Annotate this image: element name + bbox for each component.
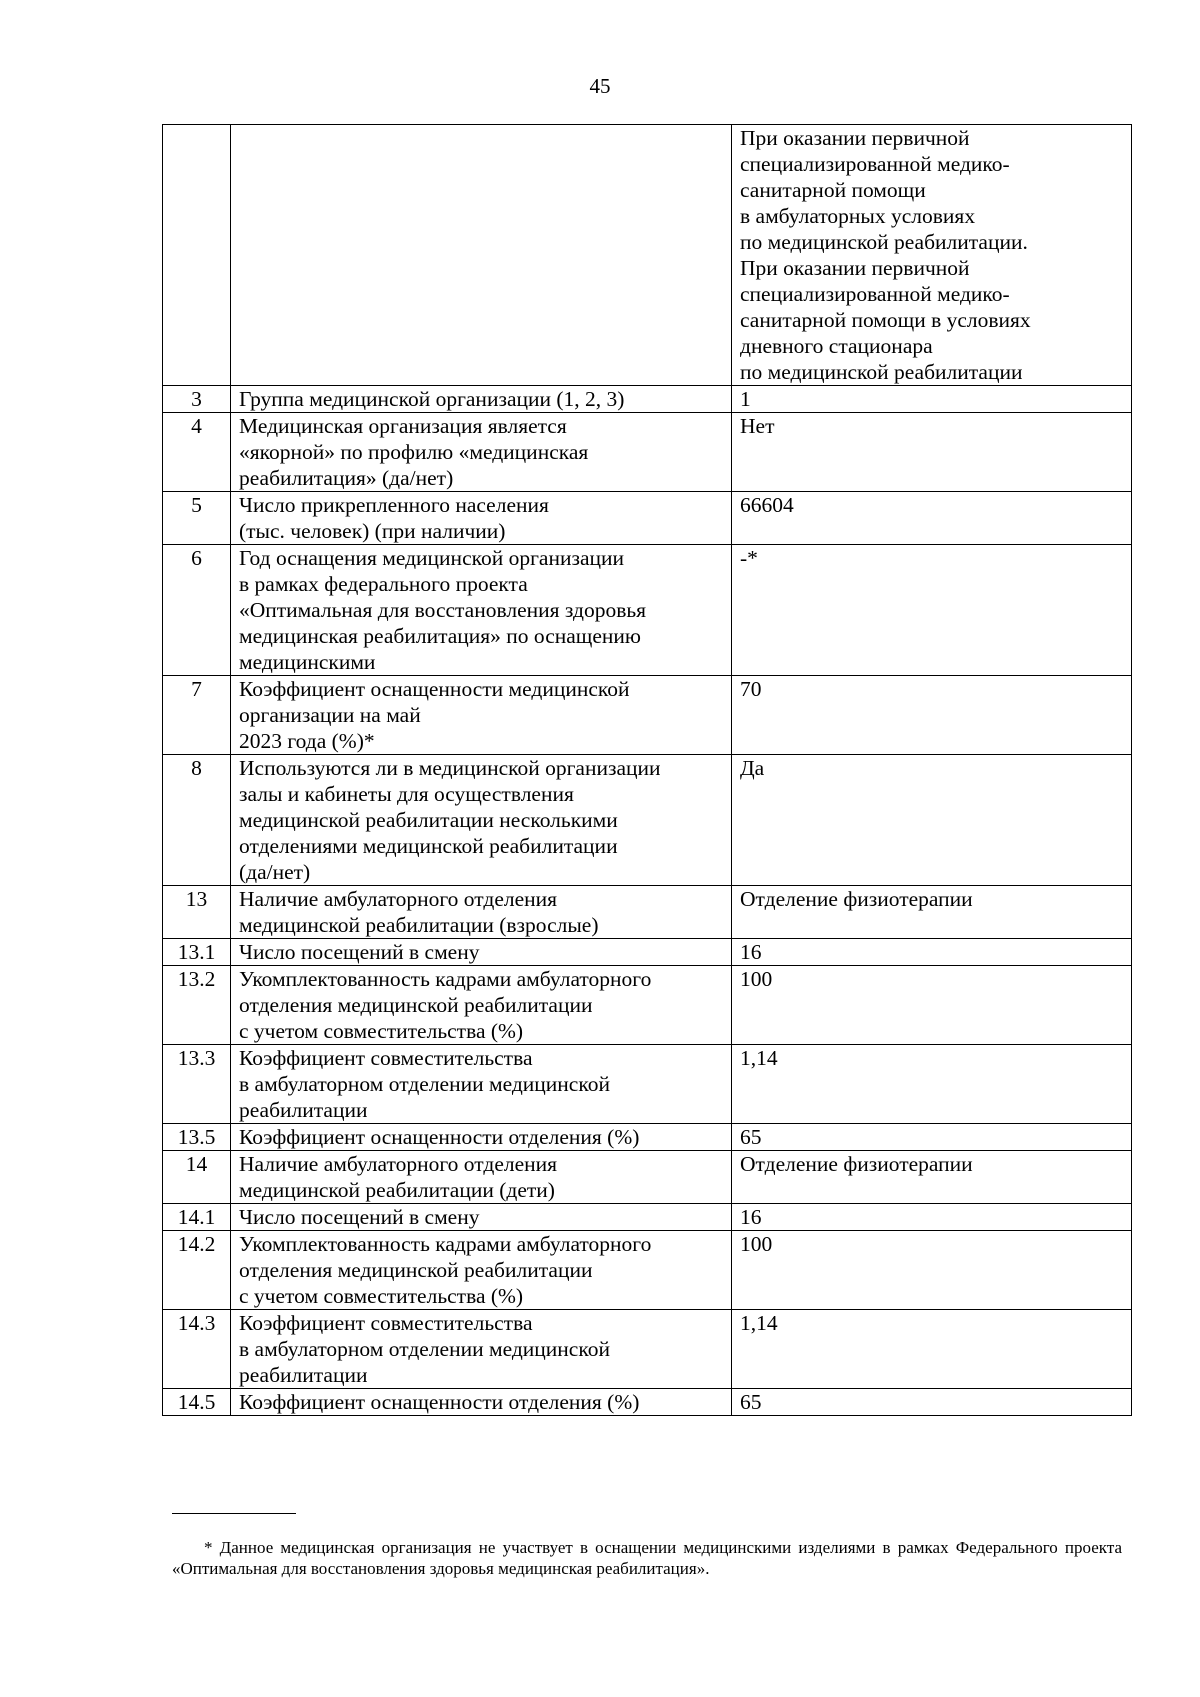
row-label: Коэффициент оснащенности отделения (%): [231, 1389, 732, 1416]
row-label: [231, 125, 732, 386]
row-number: 14.2: [163, 1231, 231, 1310]
row-value: 66604: [732, 492, 1132, 545]
row-value: 65: [732, 1124, 1132, 1151]
row-value: Нет: [732, 413, 1132, 492]
row-value: 70: [732, 676, 1132, 755]
row-label: Коэффициент совместительства в амбулаторном отделении медицинской реабилитации: [231, 1045, 732, 1124]
row-number: 4: [163, 413, 231, 492]
footnote: * Данное медицинская организация не участвует в оснащении медицинскими изделиями в рамках Федерального проекта «Оптимальная для восстановления здоровья медицинская реабилитация».: [172, 1538, 1122, 1578]
row-value: 16: [732, 1204, 1132, 1231]
row-number: 14.3: [163, 1310, 231, 1389]
row-value: Да: [732, 755, 1132, 886]
row-label: Год оснащения медицинской организации в рамках федерального проекта «Оптимальная для восстановления здоровья медицинская реабилитация» по оснащению медицинскими: [231, 545, 732, 676]
row-number: 5: [163, 492, 231, 545]
row-value: 100: [732, 1231, 1132, 1310]
table-body: [163, 125, 1132, 1416]
table-row: [163, 545, 1132, 676]
table-row: [163, 413, 1132, 492]
page-number: 45: [589, 74, 611, 98]
row-number: 6: [163, 545, 231, 676]
row-number: 13.1: [163, 939, 231, 966]
row-value: -*: [732, 545, 1132, 676]
table-row: [163, 1151, 1132, 1204]
row-number: 13.5: [163, 1124, 231, 1151]
row-value: Отделение физиотерапии: [732, 1151, 1132, 1204]
footnote-divider: [172, 1513, 296, 1514]
row-value: 1,14: [732, 1310, 1132, 1389]
row-label: Группа медицинской организации (1, 2, 3): [231, 386, 732, 413]
table-row: [163, 492, 1132, 545]
table-row: [163, 1310, 1132, 1389]
row-value: 65: [732, 1389, 1132, 1416]
row-value: 1: [732, 386, 1132, 413]
table-row: [163, 125, 1132, 386]
row-label: Число прикрепленного населения (тыс. человек) (при наличии): [231, 492, 732, 545]
table-row: [163, 1204, 1132, 1231]
row-label: Коэффициент совместительства в амбулаторном отделении медицинской реабилитации: [231, 1310, 732, 1389]
row-number: 13.2: [163, 966, 231, 1045]
row-number: 14.1: [163, 1204, 231, 1231]
row-label: Число посещений в смену: [231, 939, 732, 966]
table-row: [163, 966, 1132, 1045]
row-label: Коэффициент оснащенности медицинской организации на май 2023 года (%)*: [231, 676, 732, 755]
data-table: [162, 124, 1132, 1416]
row-label: Медицинская организация является «якорной» по профилю «медицинская реабилитация» (да/нет): [231, 413, 732, 492]
row-number: 8: [163, 755, 231, 886]
row-value: 1,14: [732, 1045, 1132, 1124]
row-number: 14: [163, 1151, 231, 1204]
table-row: [163, 1389, 1132, 1416]
row-label: Наличие амбулаторного отделения медицинской реабилитации (дети): [231, 1151, 732, 1204]
row-label: Число посещений в смену: [231, 1204, 732, 1231]
table-row: [163, 1231, 1132, 1310]
table-row: [163, 676, 1132, 755]
row-number: 13: [163, 886, 231, 939]
table-row: [163, 1124, 1132, 1151]
table-row: [163, 886, 1132, 939]
row-number: 7: [163, 676, 231, 755]
row-label: Наличие амбулаторного отделения медицинской реабилитации (взрослые): [231, 886, 732, 939]
table-row: [163, 1045, 1132, 1124]
row-label: Укомплектованность кадрами амбулаторного отделения медицинской реабилитации с учетом совместительства (%): [231, 966, 732, 1045]
row-value: 100: [732, 966, 1132, 1045]
row-value: Отделение физиотерапии: [732, 886, 1132, 939]
row-number: 14.5: [163, 1389, 231, 1416]
row-value: При оказании первичной специализированной медико- санитарной помощи в амбулаторных условиях по медицинской реабилитации. При оказании первичной специализированной медико- санитарной помощи в условиях дневного стационара по медицинской реабилитации: [732, 125, 1132, 386]
row-label: Укомплектованность кадрами амбулаторного отделения медицинской реабилитации с учетом совместительства (%): [231, 1231, 732, 1310]
table-row: [163, 939, 1132, 966]
row-label: Коэффициент оснащенности отделения (%): [231, 1124, 732, 1151]
table-row: [163, 386, 1132, 413]
row-number: 13.3: [163, 1045, 231, 1124]
row-value: 16: [732, 939, 1132, 966]
table-row: [163, 755, 1132, 886]
row-number: 3: [163, 386, 231, 413]
row-label: Используются ли в медицинской организации залы и кабинеты для осуществления медицинской реабилитации несколькими отделениями медицинской реабилитации (да/нет): [231, 755, 732, 886]
row-number: [163, 125, 231, 386]
